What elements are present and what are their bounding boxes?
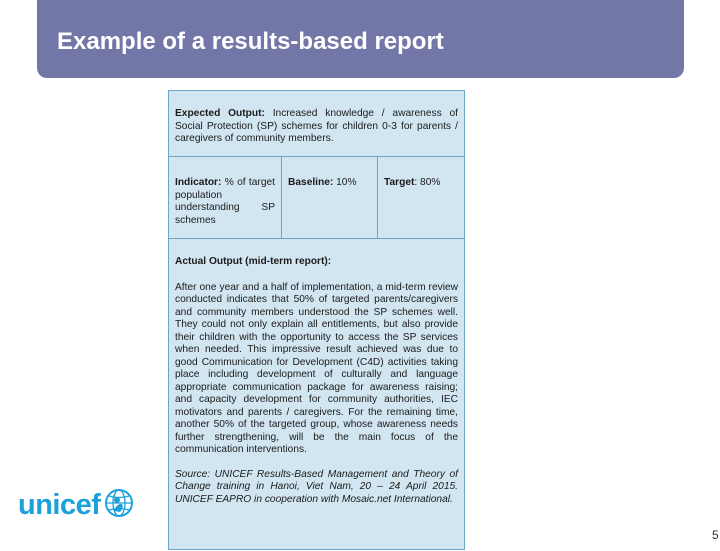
source-citation: Source: UNICEF Results-Based Management and Theory of Change training in Hanoi, Viet Nam, 20 – 24 April 2015. UNICEF EAPRO in cooperation with Mosaic.net International. — [175, 468, 458, 505]
expected-output-label: Expected Output: — [175, 108, 265, 119]
baseline-label: Baseline: — [288, 177, 334, 188]
baseline-value: 10% — [333, 177, 357, 188]
slide-title: Example of a results-based report — [57, 28, 444, 55]
unicef-wordmark: unicef — [18, 488, 101, 521]
target-value: : 80% — [414, 177, 441, 188]
indicator-text: % of target population understanding SP schemes — [175, 177, 275, 226]
indicator-cell — [169, 157, 282, 239]
actual-output-heading: Actual Output (mid-term report): — [175, 256, 332, 267]
target-label: Target — [384, 177, 415, 188]
target-cell — [378, 157, 464, 239]
expected-output-cell — [169, 91, 464, 157]
unicef-emblem-icon — [104, 488, 134, 523]
indicator-label: Indicator: — [175, 177, 222, 188]
page-number: 5 — [712, 528, 719, 542]
results-report-table — [168, 90, 465, 550]
expected-output-text: Increased knowledge / awareness of Social Protection (SP) schemes for children 0-3 for parents / caregivers of community members. — [175, 108, 458, 144]
actual-output-text: After one year and a half of implementation, a mid-term review conducted indicates that 50% of targeted parents/caregivers and community members understood the SP schemes well. They could not only explain all entitlements, but also provide their children with the opportunity to access the SP services when needed. This impressive result achieved was due to good Communication for Development (C4D) activities taking place including development of culturally and language appropriate communication package for awareness raising; and capacity development for community authorities, IEC motivators and parents / caregivers. For the remaining time, another 50% of the targeted group, whose awareness needs further strengthening, will be the main focus of the communication interventions. — [175, 281, 458, 455]
title-bar — [37, 0, 684, 78]
unicef-logo — [18, 488, 134, 522]
baseline-cell — [282, 157, 378, 239]
actual-output-cell — [169, 239, 464, 551]
